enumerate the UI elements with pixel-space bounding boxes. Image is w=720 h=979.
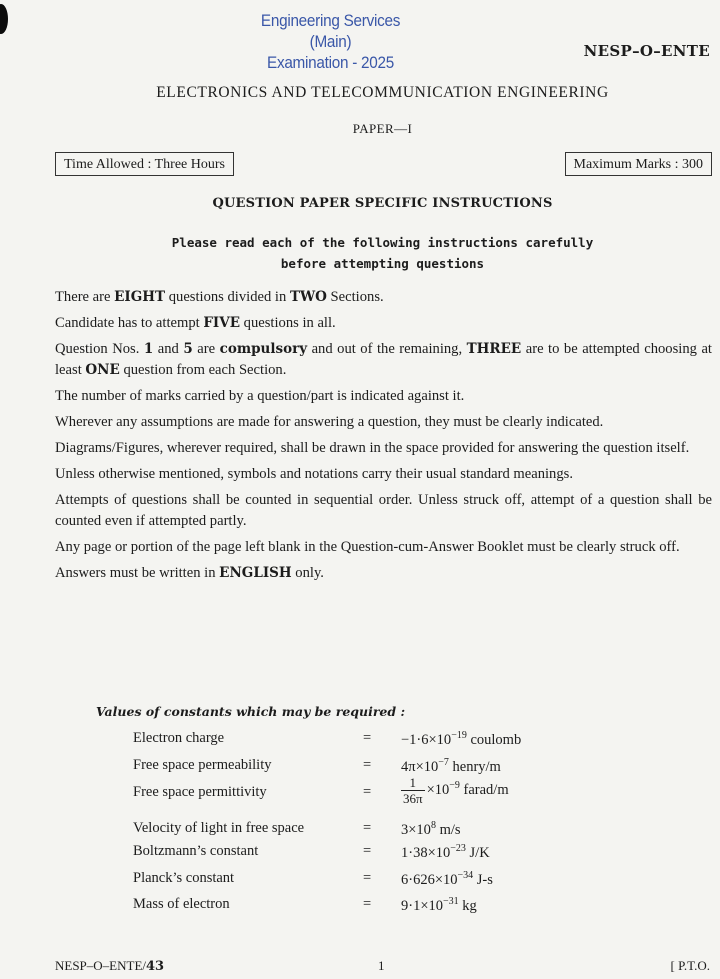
subject-title: ELECTRONICS AND TELECOMMUNICATION ENGINEERING: [156, 84, 609, 101]
time-allowed-box: Time Allowed : Three Hours: [55, 152, 234, 176]
stamp-line-2: Examination - 2025: [267, 53, 394, 72]
instruction-item: Unless otherwise mentioned, symbols and notations carry their usual standard meanings.: [55, 466, 573, 482]
constant-name: Velocity of light in free space: [133, 820, 305, 836]
constant-name: Free space permittivity: [133, 784, 267, 800]
instructions-subheading: [0, 232, 720, 274]
constant-name: Free space permeability: [133, 757, 272, 773]
constant-value: $1\cdot 38\times 10^{-23}$ J/K: [401, 843, 490, 861]
page-number: 1: [378, 958, 385, 973]
instruction-item: Answers must be written in ENGLISH only.: [55, 565, 324, 581]
equals-sign: =: [363, 843, 372, 859]
constant-value: $9\cdot 1\times 10^{-31}$ kg: [401, 896, 477, 914]
equals-sign: =: [363, 757, 372, 773]
instruction-item: Any page or portion of the page left blank in the Question-cum-Answer Booklet must be clearly struck off.: [55, 539, 680, 555]
instructions-heading: QUESTION PAPER SPECIFIC INSTRUCTIONS: [212, 196, 553, 211]
footer-code: [55, 958, 164, 974]
equals-sign: =: [363, 820, 372, 836]
instruction-item: Attempts of questions shall be counted in sequential order. Unless struck off, attempt of a question shall be counted even if attempted partly.: [55, 492, 712, 529]
constant-name: Boltzmann’s constant: [133, 843, 259, 859]
equals-sign: =: [363, 784, 372, 800]
instructions-list: [55, 287, 712, 589]
paper-number: PAPER—I: [352, 121, 413, 136]
instruction-item: Question Nos. 1 and 5 are compulsory and out of the remaining, THREE are to be attempted choosing at least ONE question from each Section.: [55, 341, 712, 378]
maximum-marks-box: Maximum Marks : 300: [565, 152, 713, 176]
constant-value: $\frac{1}{36\pi}$ $\times 10^{-9}$ farad/m: [403, 775, 509, 806]
equals-sign: =: [363, 870, 372, 886]
equals-sign: =: [363, 896, 372, 912]
instruction-item: Diagrams/Figures, wherever required, shall be drawn in the space provided for answering the question itself.: [55, 440, 690, 456]
subheading-line-2: before attempting questions: [280, 256, 485, 271]
instruction-item: Candidate has to attempt FIVE questions in all.: [55, 315, 336, 331]
constant-name: Electron charge: [133, 730, 225, 746]
exam-stamp: [238, 10, 423, 73]
paper-code: NESP–O–ENTE: [583, 42, 710, 60]
constant-value: $3\times 10^8$ m/s: [401, 820, 461, 838]
instruction-item: Wherever any assumptions are made for answering a question, they must be clearly indicated.: [55, 414, 604, 430]
constant-name: Mass of electron: [133, 896, 230, 912]
constants-title: Values of constants which may be required :: [96, 704, 406, 719]
stamp-line-1: Engineering Services (Main): [260, 11, 401, 51]
constant-name: Planck’s constant: [133, 870, 235, 886]
footer-code-prefix: NESP–O–ENTE/: [55, 958, 146, 973]
punch-hole: [0, 4, 8, 34]
pto-label: [ P.T.O.: [670, 958, 710, 973]
constant-value: $6\cdot 626\times 10^{-34}$ J-s: [401, 870, 493, 888]
instruction-item: There are EIGHT questions divided in TWO Sections.: [55, 289, 384, 305]
footer-code-number: 43: [146, 959, 165, 974]
instruction-item: The number of marks carried by a question/part is indicated against it.: [55, 388, 465, 404]
constant-value: $-1\cdot 6\times 10^{-19}$ coulomb: [401, 730, 522, 748]
constant-value: $4\pi\times 10^{-7}$ henry/m: [401, 757, 501, 775]
equals-sign: =: [363, 730, 372, 746]
subheading-line-1: Please read each of the following instructions carefully: [171, 235, 594, 250]
